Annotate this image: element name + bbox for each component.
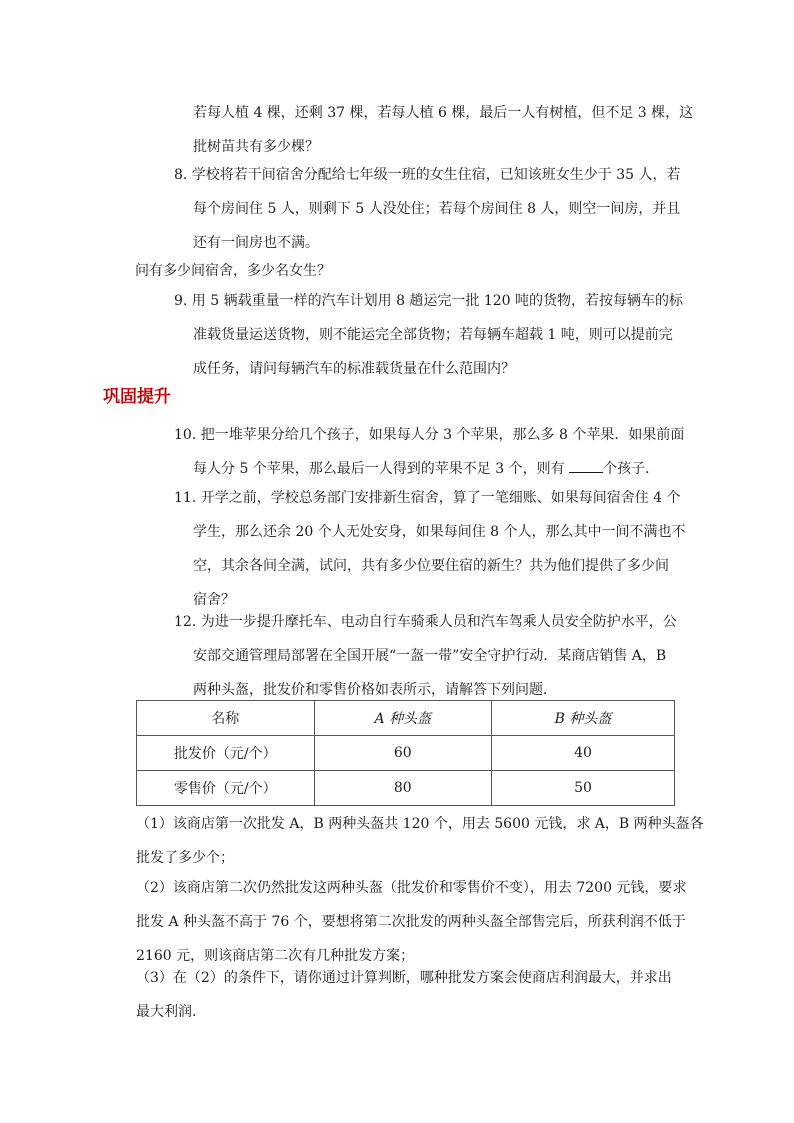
table-header-cell: A 种头盔 — [314, 701, 492, 736]
sub-question-2 — [136, 871, 686, 973]
text-fragment: 个孩子． — [603, 461, 660, 477]
text-line: 12. 为进一步提升摩托车、电动自行车骑乘人员和汽车驾乘人员安全防护水平，公 — [174, 614, 677, 630]
text-line: 若每人植 4 棵，还剩 37 棵，若每人植 6 棵，最后一人有树植，但不足 3 棵，这 — [193, 105, 694, 121]
text-line: 两种头盔，批发价和零售价格如表所示，请解答下列问题． — [193, 682, 557, 698]
table-row — [137, 771, 675, 806]
text-line: 2160 元，则该商店第二次有几种批发方案； — [136, 948, 415, 964]
table-cell: 50 — [492, 771, 675, 806]
problem-7-continuation — [193, 96, 693, 164]
text-line: 空，其余各间全满，试问，共有多少位要住宿的新生？共为他们提供了多少间 — [193, 558, 669, 574]
table-cell: 零售价（元/个） — [137, 771, 315, 806]
problem-10 — [174, 418, 684, 486]
text-line: 宿舍？ — [193, 592, 235, 608]
problem-11 — [174, 481, 686, 617]
text-line: 成任务，请问每辆汽车的标准载货量在什么范围内？ — [193, 361, 515, 377]
text-line: 9. 用 5 辆载重量一样的汽车计划用 8 趟运完一批 120 吨的货物，若按每辆车的标 — [174, 293, 684, 309]
text-line: 每个房间住 5 人，则剩下 5 人没处住；若每个房间住 8 人，则空一间房，并且 — [193, 201, 681, 217]
text-fragment: 每人分 5 个苹果，那么最后一人得到的苹果不足 3 个，则有 — [193, 461, 570, 477]
table-row — [137, 736, 675, 771]
sub-question-3 — [136, 961, 672, 1029]
price-table — [136, 700, 675, 806]
text-line: 安部交通管理局部署在全国开展“一盔一带”安全守护行动．某商店销售 A，B — [193, 648, 667, 664]
table-header-cell: 名称 — [137, 701, 315, 736]
text-line: （1）该商店第一次批发 A，B 两种头盔共 120 个，用去 5600 元钱，求 A，B 两种头盔各 — [136, 816, 704, 832]
text-line: 问有多少间宿舍，多少名女生？ — [135, 263, 331, 279]
fill-in-blank — [569, 460, 603, 473]
text-line: 10. 把一堆苹果分给几个孩子，如果每人分 3 个苹果，那么多 8 个苹果．如果前面 — [174, 427, 685, 443]
text-line: 最大利润． — [136, 1004, 206, 1020]
text-line: （2）该商店第二次仍然批发这两种头盔（批发价和零售价不变），用去 7200 元钱，要求 — [136, 880, 687, 896]
table-header-row — [137, 701, 675, 736]
table-cell: 40 — [492, 736, 675, 771]
problem-9 — [174, 284, 683, 386]
table-cell: 80 — [314, 771, 492, 806]
text-line: （3）在（2）的条件下，请你通过计算判断，哪种批发方案会使商店利润最大，并求出 — [136, 970, 672, 986]
text-line: 还有一间房也不满。 — [193, 235, 319, 251]
text-line: 11. 开学之前，学校总务部门安排新生宿舍，算了一笔细账、如果每间宿舍住 4 个 — [174, 490, 681, 506]
problem-8-question — [135, 254, 331, 288]
text-line: 8. 学校将若干间宿舍分配给七年级一班的女生住宿，已知该班女生少于 35 人，若 — [174, 167, 681, 183]
text-line: 批树苗共有多少棵？ — [193, 139, 319, 155]
text-line: 批发了多少个； — [136, 850, 234, 866]
table-cell: 批发价（元/个） — [137, 736, 315, 771]
section-heading: 巩固提升 — [103, 387, 171, 407]
table-header-cell: B 种头盔 — [492, 701, 675, 736]
problem-8 — [174, 158, 681, 260]
sub-question-1 — [136, 807, 704, 875]
text-line: 批发 A 种头盔不高于 76 个，要想将第二次批发的两种头盔全部售完后，所获利润不低于 — [136, 914, 686, 930]
text-line: 学生，那么还余 20 个人无处安身，如果每间住 8 个人，那么其中一间不满也不 — [193, 524, 686, 540]
text-line: 准载货量运送货物，则不能运完全部货物；若每辆车超载 1 吨，则可以提前完 — [193, 327, 673, 343]
problem-12 — [174, 605, 677, 707]
table-cell: 60 — [314, 736, 492, 771]
